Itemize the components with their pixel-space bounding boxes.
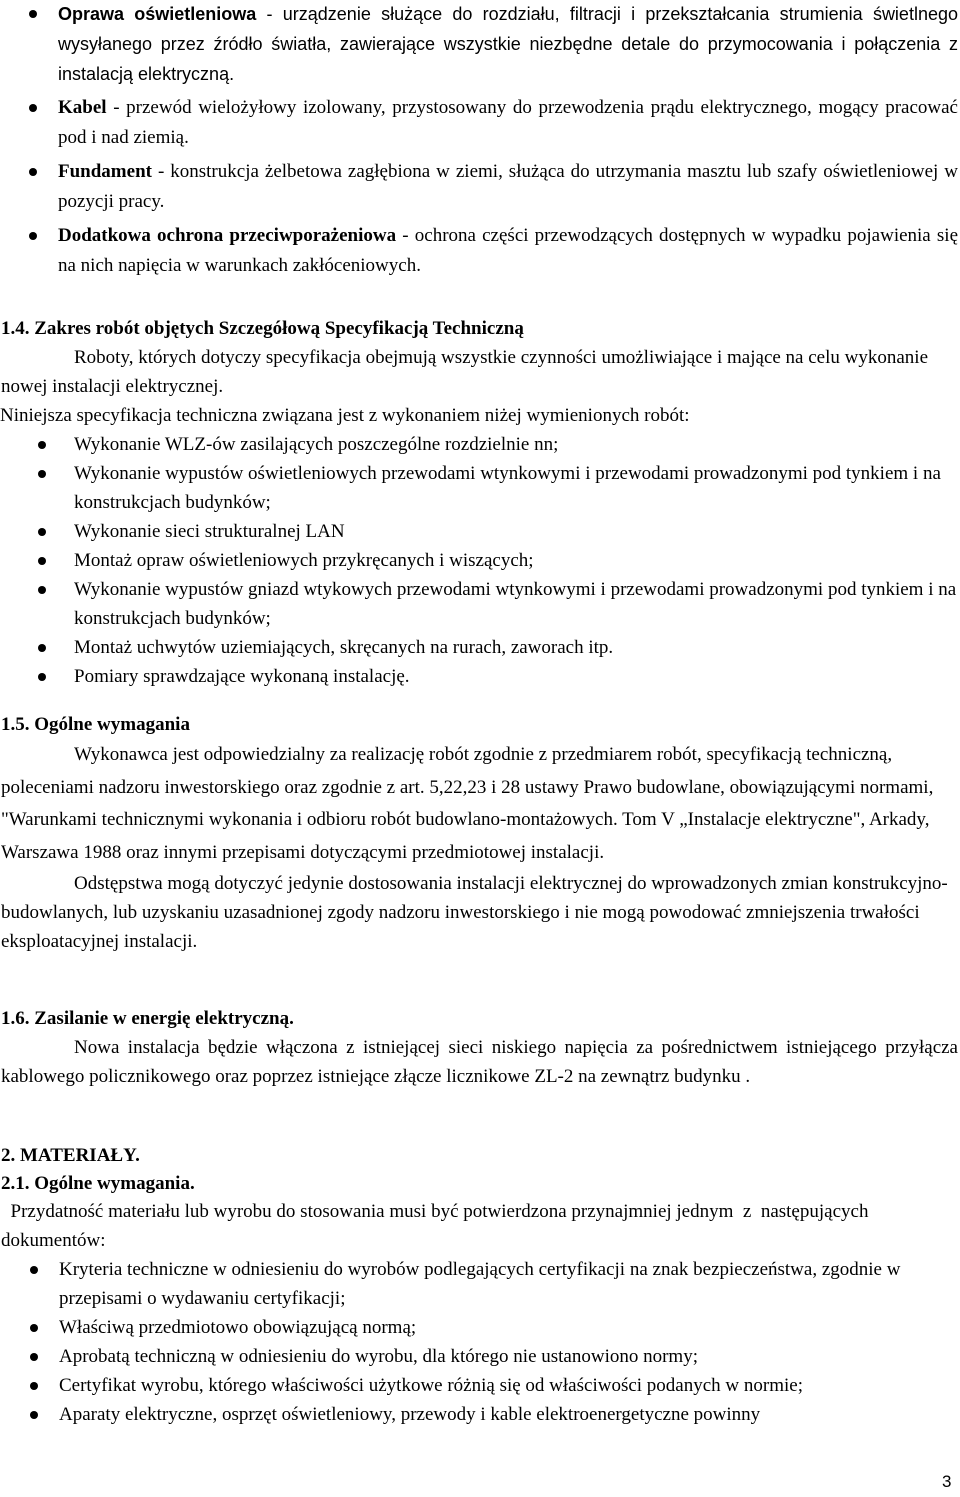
section-2 [0,1141,958,1429]
list-item: Wykonanie wypustów oświetleniowych przewodami wtynkowymi i przewodami prowadzonymi pod tynkiem i na konstrukcjach budynków; [74,459,958,517]
section-heading: 2. MATERIAŁY. [1,1145,140,1166]
paragraph: Roboty, których dotyczy specyfikacja obejmują wszystkie czynności umożliwiające i mające na celu wykonanie nowej instalacji elektrycznej. [1,347,928,397]
list-item: Pomiary sprawdzające wykonaną instalację. [74,662,958,691]
paragraph: Nowa instalacja będzie włączona z istniejącej sieci niskiego napięcia za pośrednictwem istniejącego przyłącza kablowego policznikowego oraz poprzez istniejące złącze licznikowe ZL-2 na zewnątrz budynku . [1,1037,958,1087]
list-item [58,157,958,217]
definition-text: - konstrukcja żelbetowa zagłębiona w ziemi, służąca do utrzymania masztu lub szafy oświetleniowej w pozycji pracy. [58,161,958,212]
list-item: Wykonanie wypustów gniazd wtykowych przewodami wtynkowymi i przewodami prowadzonymi pod tynkiem i na konstrukcjach budynków; [74,575,958,633]
section-1-6 [0,1004,958,1091]
section-1-5 [0,710,958,956]
documents-list [59,1255,929,1429]
list-item: Certyfikat wyrobu, którego właściwości użytkowe różnią się od właściwości podanych w normie; [59,1371,929,1400]
list-item [58,0,958,89]
list-item: Aparaty elektryczne, osprzęt oświetleniowy, przewody i kable elektroenergetyczne powinny [59,1400,929,1429]
section-1-4 [0,314,958,691]
section-heading: 1.6. Zasilanie w energię elektryczną. [1,1008,294,1029]
definition-term: Fundament [58,161,152,182]
works-list [74,430,958,691]
definition-term: Kabel [58,97,107,118]
section-heading: 1.4. Zakres robót objętych Szczegółową Specyfikacją Techniczną [1,318,524,339]
definition-term: Oprawa oświetleniowa [58,4,257,24]
list-item [58,93,958,153]
list-item: Aprobatą techniczną w odniesieniu do wyrobu, dla którego nie ustanowiono normy; [59,1342,929,1371]
definition-text: - ochrona części przewodzących dostępnych w wypadku pojawienia się na nich napięcia w warunkach zakłóceniowych. [58,225,959,276]
section-heading: 1.5. Ogólne wymagania [1,714,190,735]
definition-text: - urządzenie służące do rozdziału, filtracji i przekształcania strumienia świetlnego wysyłanego przez źródło światła, zawierające wszystkie niezbędne detale do przymocowania i połączenia z instalacją elektryczną. [58,4,958,84]
definitions-list [58,0,958,285]
list-item: Wykonanie WLZ-ów zasilających poszczególne rozdzielnie nn; [74,430,958,459]
list-item: Wykonanie sieci strukturalnej LAN [74,517,958,546]
paragraph: Niniejsza specyfikacja techniczna związana jest z wykonaniem niżej wymienionych robót: [0,405,690,426]
paragraph: Przydatność materiału lub wyrobu do stosowania musi być potwierdzona przynajmniej jednym z następujących dokumentów: [1,1201,874,1251]
list-item: Kryteria techniczne w odniesieniu do wyrobów podlegających certyfikacji na znak bezpieczeństwa, zgodnie w przepisami o wydawaniu certyfikacji; [59,1255,929,1313]
paragraph: Odstępstwa mogą dotyczyć jedynie dostosowania instalacji elektrycznej do wprowadzonych zmian konstrukcyjno-budowlanych, lub uzyskaniu uzasadnionej zgody nadzoru inwestorskiego i nie mogą powodować zmniejszenia trwałości eksploatacyjnej instalacji. [1,873,948,952]
list-item: Montaż opraw oświetleniowych przykręcanych i wiszących; [74,546,958,575]
paragraph: Wykonawca jest odpowiedzialny za realizację robót zgodnie z przedmiarem robót, specyfikacją techniczną, poleceniami nadzoru inwestorskiego oraz zgodnie z art. 5,22,23 i 28 ustawy Prawo budowlane, obowiązującymi normami, "Warunkami technicznymi wykonania i odbioru robót budowlano-montażowych. Tom V „Instalacje elektryczne", Arkady, Warszawa 1988 oraz innymi przepisami dotyczącymi przedmiotowej instalacji. [1,744,934,863]
definition-text: - przewód wielożyłowy izolowany, przystosowany do przewodzenia prądu elektrycznego, mogący pracować pod i nad ziemią. [58,97,958,148]
list-item [58,221,958,281]
subsection-heading: 2.1. Ogólne wymagania. [1,1173,195,1194]
list-item: Właściwą przedmiotowo obowiązującą normą; [59,1313,929,1342]
definition-term: Dodatkowa ochrona przeciwporażeniowa [58,225,397,246]
list-item: Montaż uchwytów uziemiających, skręcanych na rurach, zaworach itp. [74,633,958,662]
page-number: 3 [942,1472,952,1491]
